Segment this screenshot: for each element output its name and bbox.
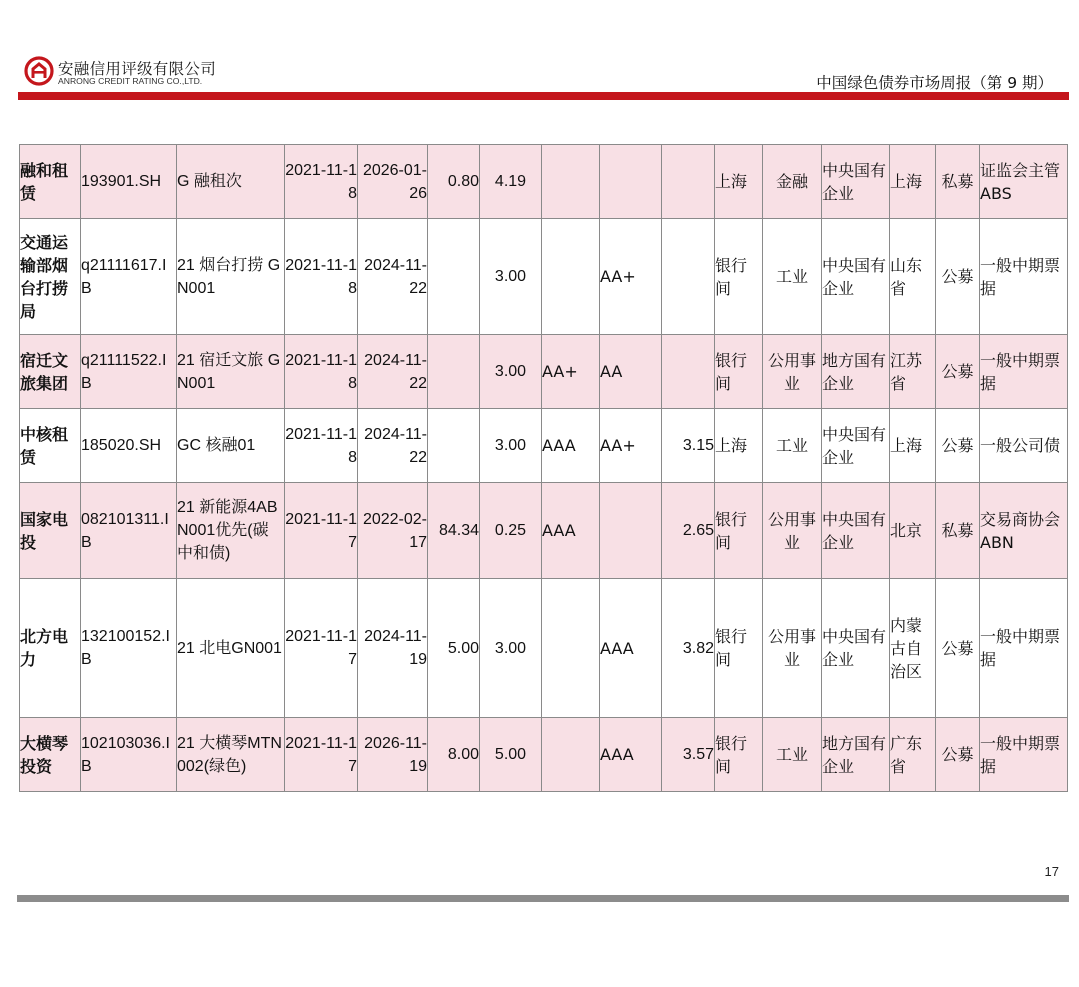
bond-code-cell: 102103036.IB <box>81 718 177 792</box>
coupon-rate-cell: 3.15 <box>662 409 715 483</box>
maturity-date-cell: 2022-02-17 <box>358 483 428 579</box>
issuer-cell: 融和租赁 <box>20 145 81 219</box>
enterprise-nature-cell: 中央国有企业 <box>822 579 890 718</box>
bond-rating-cell <box>600 483 662 579</box>
table-row <box>20 145 1068 219</box>
bond-type-cell: 一般中期票据 <box>980 219 1068 335</box>
offering-type-cell: 公募 <box>936 335 980 409</box>
enterprise-nature-cell: 中央国有企业 <box>822 409 890 483</box>
issuer-cell: 宿迁文旅集团 <box>20 335 81 409</box>
term-cell: 4.19 <box>480 145 542 219</box>
issuer-cell: 中核租赁 <box>20 409 81 483</box>
green-bond-issuance-table <box>19 144 1068 792</box>
industry-cell: 工业 <box>763 219 822 335</box>
enterprise-nature-cell: 地方国有企业 <box>822 718 890 792</box>
header-divider <box>18 92 1069 100</box>
coupon-rate-cell <box>662 145 715 219</box>
coupon-rate-cell: 2.65 <box>662 483 715 579</box>
market-cell: 上海 <box>715 409 763 483</box>
offering-type-cell: 私募 <box>936 145 980 219</box>
bond-name-cell: 21 北电GN001 <box>177 579 285 718</box>
market-cell: 银行间 <box>715 335 763 409</box>
bond-code-cell: 185020.SH <box>81 409 177 483</box>
term-cell: 3.00 <box>480 335 542 409</box>
offering-type-cell: 公募 <box>936 579 980 718</box>
region-cell: 广东省 <box>890 718 936 792</box>
maturity-date-cell: 2026-01-26 <box>358 145 428 219</box>
issue-amount-cell: 0.80 <box>428 145 480 219</box>
issue-amount-cell: 8.00 <box>428 718 480 792</box>
bond-rating-cell: AAA <box>600 718 662 792</box>
market-cell: 银行间 <box>715 483 763 579</box>
issue-date-cell: 2021-11-17 <box>285 483 358 579</box>
term-cell: 3.00 <box>480 409 542 483</box>
offering-type-cell: 公募 <box>936 718 980 792</box>
bond-name-cell: GC 核融01 <box>177 409 285 483</box>
market-cell: 银行间 <box>715 718 763 792</box>
bond-name-cell: 21 大横琴MTN002(绿色) <box>177 718 285 792</box>
bond-rating-cell: AAA <box>600 579 662 718</box>
region-cell: 北京 <box>890 483 936 579</box>
footer-divider <box>17 895 1069 902</box>
logo-company-name-cn: 安融信用评级有限公司 <box>58 60 217 78</box>
industry-cell: 金融 <box>763 145 822 219</box>
bond-rating-cell: AA+ <box>600 219 662 335</box>
bond-type-cell: 一般公司债 <box>980 409 1068 483</box>
bond-type-cell: 证监会主管ABS <box>980 145 1068 219</box>
industry-cell: 公用事业 <box>763 335 822 409</box>
company-logo <box>24 56 254 88</box>
bond-type-cell: 一般中期票据 <box>980 335 1068 409</box>
page-number: 17 <box>1044 864 1059 879</box>
issuer-rating-cell <box>542 145 600 219</box>
table-row <box>20 409 1068 483</box>
issuer-rating-cell: AA+ <box>542 335 600 409</box>
bond-code-cell: 082101311.IB <box>81 483 177 579</box>
bond-name-cell: 21 宿迁文旅 GN001 <box>177 335 285 409</box>
region-cell: 内蒙古自治区 <box>890 579 936 718</box>
coupon-rate-cell: 3.57 <box>662 718 715 792</box>
issue-date-cell: 2021-11-17 <box>285 718 358 792</box>
bond-rating-cell: AA <box>600 335 662 409</box>
region-cell: 上海 <box>890 409 936 483</box>
table-row <box>20 718 1068 792</box>
maturity-date-cell: 2024-11-22 <box>358 409 428 483</box>
table-row <box>20 219 1068 335</box>
bond-code-cell: q21111617.IB <box>81 219 177 335</box>
term-cell: 3.00 <box>480 219 542 335</box>
report-title: 中国绿色债券市场周报（第 9 期） <box>816 74 1053 92</box>
bond-name-cell: 21 新能源4ABN001优先(碳中和债) <box>177 483 285 579</box>
term-cell: 0.25 <box>480 483 542 579</box>
issue-date-cell: 2021-11-18 <box>285 335 358 409</box>
issuer-rating-cell: AAA <box>542 409 600 483</box>
bond-code-cell: 132100152.IB <box>81 579 177 718</box>
issue-amount-cell <box>428 335 480 409</box>
offering-type-cell: 公募 <box>936 219 980 335</box>
term-cell: 5.00 <box>480 718 542 792</box>
issue-date-cell: 2021-11-17 <box>285 579 358 718</box>
maturity-date-cell: 2026-11-19 <box>358 718 428 792</box>
market-cell: 银行间 <box>715 579 763 718</box>
industry-cell: 工业 <box>763 718 822 792</box>
issue-amount-cell <box>428 409 480 483</box>
market-cell: 上海 <box>715 145 763 219</box>
bond-rating-cell <box>600 145 662 219</box>
bond-name-cell: G 融租次 <box>177 145 285 219</box>
maturity-date-cell: 2024-11-22 <box>358 219 428 335</box>
issue-date-cell: 2021-11-18 <box>285 219 358 335</box>
bond-type-cell: 一般中期票据 <box>980 579 1068 718</box>
industry-cell: 公用事业 <box>763 579 822 718</box>
issuer-cell: 大横琴投资 <box>20 718 81 792</box>
region-cell: 山东省 <box>890 219 936 335</box>
table-row <box>20 483 1068 579</box>
issuer-cell: 国家电投 <box>20 483 81 579</box>
enterprise-nature-cell: 中央国有企业 <box>822 145 890 219</box>
bond-code-cell: 193901.SH <box>81 145 177 219</box>
bond-type-cell: 一般中期票据 <box>980 718 1068 792</box>
bond-code-cell: q21111522.IB <box>81 335 177 409</box>
anrong-logo-icon <box>24 56 54 86</box>
issue-amount-cell <box>428 219 480 335</box>
table-row <box>20 579 1068 718</box>
region-cell: 江苏省 <box>890 335 936 409</box>
industry-cell: 工业 <box>763 409 822 483</box>
industry-cell: 公用事业 <box>763 483 822 579</box>
enterprise-nature-cell: 中央国有企业 <box>822 219 890 335</box>
region-cell: 上海 <box>890 145 936 219</box>
bond-name-cell: 21 烟台打捞 GN001 <box>177 219 285 335</box>
bond-rating-cell: AA+ <box>600 409 662 483</box>
term-cell: 3.00 <box>480 579 542 718</box>
issuer-cell: 交通运输部烟台打捞局 <box>20 219 81 335</box>
issue-amount-cell: 84.34 <box>428 483 480 579</box>
bond-type-cell: 交易商协会ABN <box>980 483 1068 579</box>
coupon-rate-cell <box>662 219 715 335</box>
market-cell: 银行间 <box>715 219 763 335</box>
issuer-rating-cell <box>542 219 600 335</box>
offering-type-cell: 公募 <box>936 409 980 483</box>
enterprise-nature-cell: 地方国有企业 <box>822 335 890 409</box>
offering-type-cell: 私募 <box>936 483 980 579</box>
issuer-rating-cell: AAA <box>542 483 600 579</box>
maturity-date-cell: 2024-11-22 <box>358 335 428 409</box>
table-row <box>20 335 1068 409</box>
logo-company-name-en: ANRONG CREDIT RATING CO.,LTD. <box>58 76 203 86</box>
coupon-rate-cell <box>662 335 715 409</box>
issue-date-cell: 2021-11-18 <box>285 409 358 483</box>
enterprise-nature-cell: 中央国有企业 <box>822 483 890 579</box>
maturity-date-cell: 2024-11-19 <box>358 579 428 718</box>
coupon-rate-cell: 3.82 <box>662 579 715 718</box>
issuer-rating-cell <box>542 718 600 792</box>
issuer-rating-cell <box>542 579 600 718</box>
issuer-cell: 北方电力 <box>20 579 81 718</box>
issue-date-cell: 2021-11-18 <box>285 145 358 219</box>
issue-amount-cell: 5.00 <box>428 579 480 718</box>
